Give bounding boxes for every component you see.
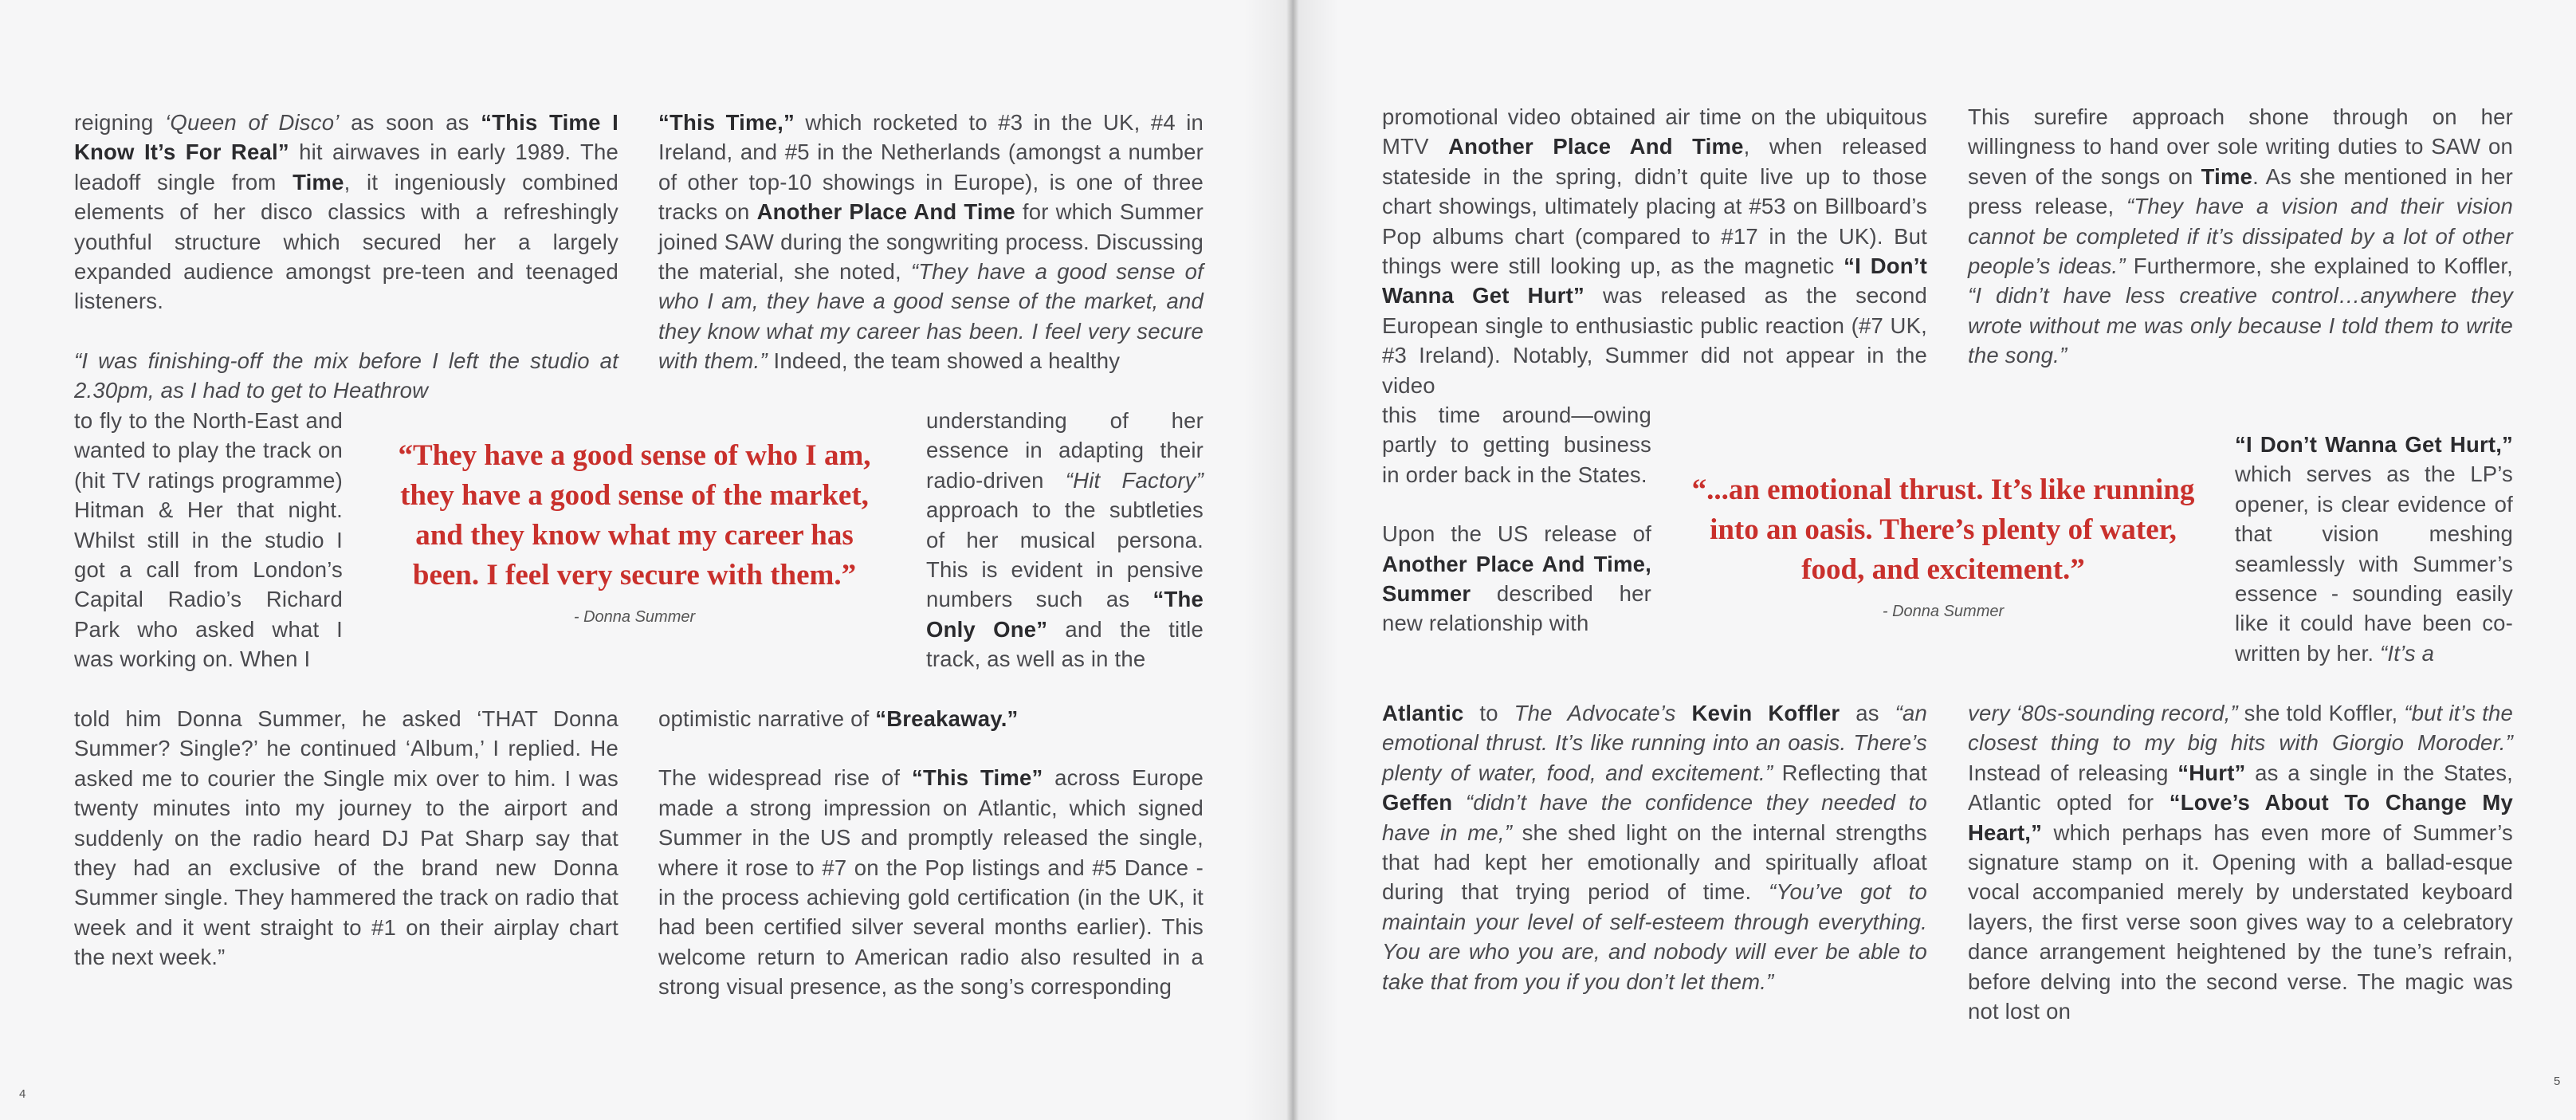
text-run: as a single in the States, Atlantic opted for — [1968, 760, 2513, 815]
text-run: Reflecting that — [1773, 760, 1928, 785]
pull-quote-left — [381, 436, 888, 627]
text-run: which rocketed to #3 in the UK, #4 in Ireland, and #5 in the Netherlands (amongst a number of other top-10 showings in Europe), is one of three tracks on — [658, 110, 1204, 225]
text-run: . As she mentioned in her press release, — [1968, 163, 2513, 219]
text-run: Kevin Koffler — [1691, 701, 1840, 725]
text-run: optimistic narrative of — [658, 706, 876, 731]
column2-paragraph-2 — [658, 763, 1204, 1001]
column3-paragraph-top — [1382, 102, 1927, 400]
text-run: “Breakaway.” — [875, 706, 1019, 731]
column2-paragraph-top — [658, 108, 1204, 376]
text-run: Furthermore, she explained to Koffler, — [2125, 253, 2514, 279]
text-run: she shed light on the internal strengths that had kept her emotionally and spiritually afloat during that trying period of time. — [1382, 819, 1927, 905]
text-run: and the title track, as well as in the — [926, 616, 1204, 672]
producer-quote-narrow: to fly to the North-East and wanted to play the track on (hit TV ratings programme) Hitman & Her that night. Whilst still in the studio I got a call from London’s Capital Radio’s Richard Park who asked what I was working on. When I — [74, 408, 343, 672]
column4-paragraph-1 — [1968, 102, 2513, 371]
pull-quote-right-text: “...an emotional thrust. It’s like running into an oasis. There’s plenty of water, food, and excitement.” — [1691, 474, 2195, 586]
text-run: “Hurt” — [2177, 760, 2246, 785]
right-column-4-bottom — [1968, 698, 2513, 1026]
text-run: this time around—owing partly to getting business in order back in the States. — [1382, 403, 1651, 487]
text-run: understanding of her essence in adapting their radio-driven — [926, 408, 1204, 493]
producer-quote-bottom: told him Donna Summer, he asked ‘THAT Donna Summer? Single?’ he continued ‘Album,’ I replied. He asked me to courier the Single mix over to him. I was twenty minutes into my journey to the airport and suddenly on the radio heard DJ Pat Sharp say that they had an exclusive of the brand new Donna Summer single. They hammered the track on radio that week and it went straight to #1 on their airplay chart the next week.” — [74, 706, 618, 970]
text-run: as soon as — [339, 110, 481, 135]
right-column-3-top — [1382, 102, 1927, 400]
text-run: “They have a vision and their vision cannot be completed if it’s dissipated by a lot of other people’s ideas.” — [1968, 194, 2513, 279]
text-run: Upon the US release of — [1382, 521, 1651, 547]
page-number-right: 5 — [2554, 1075, 2561, 1088]
text-run: Another Place And Time, Summer — [1382, 551, 1651, 607]
pull-quote-left-text: “They have a good sense of who I am, they have a good sense of the market, and they know what my career has been. I feel very secure with them.” — [398, 439, 871, 591]
right-column-3-narrow — [1382, 400, 1651, 639]
text-run: “This Time” — [912, 765, 1043, 791]
left-column-2-top — [658, 108, 1204, 376]
column3-paragraph-2-end — [1382, 698, 1927, 996]
right-column-4-top — [1968, 102, 2513, 400]
text-run: Time — [2201, 163, 2253, 189]
pull-quote-right-attribution: - Donna Summer — [1882, 603, 2005, 620]
column3-paragraph-narrow — [1382, 400, 1651, 489]
pull-quote-left-attribution: - Donna Summer — [573, 608, 696, 626]
text-run: “The Only One” — [926, 587, 1204, 642]
text-run: The widespread rise of — [658, 765, 912, 791]
text-run — [1676, 701, 1692, 725]
text-run: The Advocate’s — [1514, 701, 1676, 725]
text-run: Time — [293, 169, 344, 195]
text-run: “Hit Factory” — [1065, 467, 1204, 493]
text-run: which serves as the LP’s opener, is clear evidence of that vision meshing seamlessly with Summer’s essence - sounding easily like it could have been co-written by her. — [2235, 462, 2513, 666]
left-column-1 — [74, 108, 618, 406]
right-column-4-narrow — [2235, 430, 2513, 668]
producer-quote-top: “I was finishing-off the mix before I left the studio at 2.30pm, as I had to get to Heathrow — [74, 348, 618, 403]
pull-quote-right — [1680, 470, 2206, 621]
text-run: “You’ve got to maintain your level of self-esteem through everything. You are who you are, and nobody will ever be able to take that from you if you don’t let them.” — [1382, 879, 1927, 994]
text-run: ‘Queen of Disco’ — [165, 110, 340, 135]
column4-paragraph-2-end — [1968, 698, 2513, 1026]
text-run: “It’s a — [2380, 640, 2435, 666]
text-run: “an emotional thrust. It’s like running into an oasis. There’s plenty of water, food, and excitement.” — [1382, 701, 1928, 785]
text-run: Atlantic — [1382, 701, 1464, 725]
text-run: described her new relationship with — [1382, 581, 1651, 636]
text-run: Instead of releasing — [1968, 760, 2178, 785]
text-run: hit airwaves in early 1989. The leadoff single from — [74, 140, 619, 195]
text-run: “This Time I Know It’s For Real” — [74, 110, 618, 165]
column2-paragraph-end — [658, 704, 1204, 733]
text-run: “This Time,” — [658, 110, 795, 135]
column1-paragraph — [74, 108, 618, 316]
page-number-left: 4 — [19, 1087, 26, 1101]
text-run: “didn’t have the confidence they needed to have in me,” — [1382, 790, 1927, 845]
text-run: for which Summer joined SAW during the songwriting process. Discussing the material, she noted, — [658, 199, 1204, 285]
text-run: as — [1840, 701, 1895, 725]
text-run: “I Don’t Wanna Get Hurt” — [1382, 253, 1927, 308]
left-column-2-bottom — [658, 704, 1204, 1032]
text-run: Another Place And Time — [1448, 134, 1744, 159]
text-run: Indeed, the team showed a healthy — [767, 348, 1121, 374]
text-run — [1452, 790, 1466, 815]
text-run: which perhaps has even more of Summer’s signature stamp on it. Opening with a ballad-esque vocal accompanied merely by understated keyboard layers, the first verse soon gives way to a celebratory dance arrangement heightened by the tune’s refrain, before delving into the second verse. The magic was not lost on — [1968, 819, 2513, 1024]
text-run: reigning — [74, 110, 166, 135]
text-run: was released as the second European single to enthusiastic public reaction (#7 UK, #3 Ireland). Notably, Summer did not appear in the video — [1382, 283, 1927, 398]
text-run: to — [1463, 701, 1514, 725]
text-run: “They have a good sense of who I am, they have a good sense of the market, and they know what my career has been. I feel very secure with them.” — [658, 259, 1204, 374]
text-run: she told Koffler, — [2237, 701, 2405, 725]
text-run: , when released stateside in the spring, didn’t quite live up to those chart showings, ultimately placing at #53 on Billboard’s Pop albums chart (compared to #17 in the UK). But things were still looking up, as the magnetic — [1382, 134, 1927, 279]
text-run: “Love’s About To Change My Heart,” — [1968, 790, 2513, 845]
column4-paragraph-2-narrow — [2235, 430, 2513, 668]
text-run: , it ingeniously combined elements of her disco classics with a refreshingly youthful structure which secured her a largely expanded audience amongst pre-teen and teenaged listeners. — [74, 169, 618, 314]
text-run: Geffen — [1382, 790, 1453, 815]
column2-paragraph-narrow — [926, 406, 1204, 674]
book-spine-gutter — [1243, 0, 1339, 1120]
text-run: very ‘80s-sounding record,” — [1968, 701, 2238, 725]
left-column-2-narrow — [926, 406, 1204, 674]
text-run: “I didn’t have less creative control…anywhere they wrote without me was only because I told them to write the song.” — [1968, 283, 2513, 368]
text-run: approach to the subtleties of her musical persona. This is evident in pensive numbers such as — [926, 497, 1204, 612]
right-column-3-bottom — [1382, 698, 1927, 996]
text-run: across Europe made a strong impression on Atlantic, which signed Summer in the US and promptly released the single, where it rose to #7 on the Pop listings and #5 Dance - in the process achieving gold certification (in the UK, it had been certified silver several months earlier). This welcome return to American radio also resulted in a strong visual presence, as the song’s corresponding — [658, 765, 1204, 1000]
text-run: This surefire approach shone through on her willingness to hand over sole writing duties to SAW on seven of the songs on — [1968, 104, 2513, 189]
text-run: promotional video obtained air time on the ubiquitous MTV — [1382, 104, 1927, 159]
column3-paragraph-2-narrow — [1382, 519, 1651, 639]
text-run: Another Place And Time — [756, 199, 1015, 225]
text-run: “but it’s the closest thing to my big hits with Giorgio Moroder.” — [1968, 701, 2513, 756]
text-run: “I Don’t Wanna Get Hurt,” — [2235, 432, 2513, 457]
